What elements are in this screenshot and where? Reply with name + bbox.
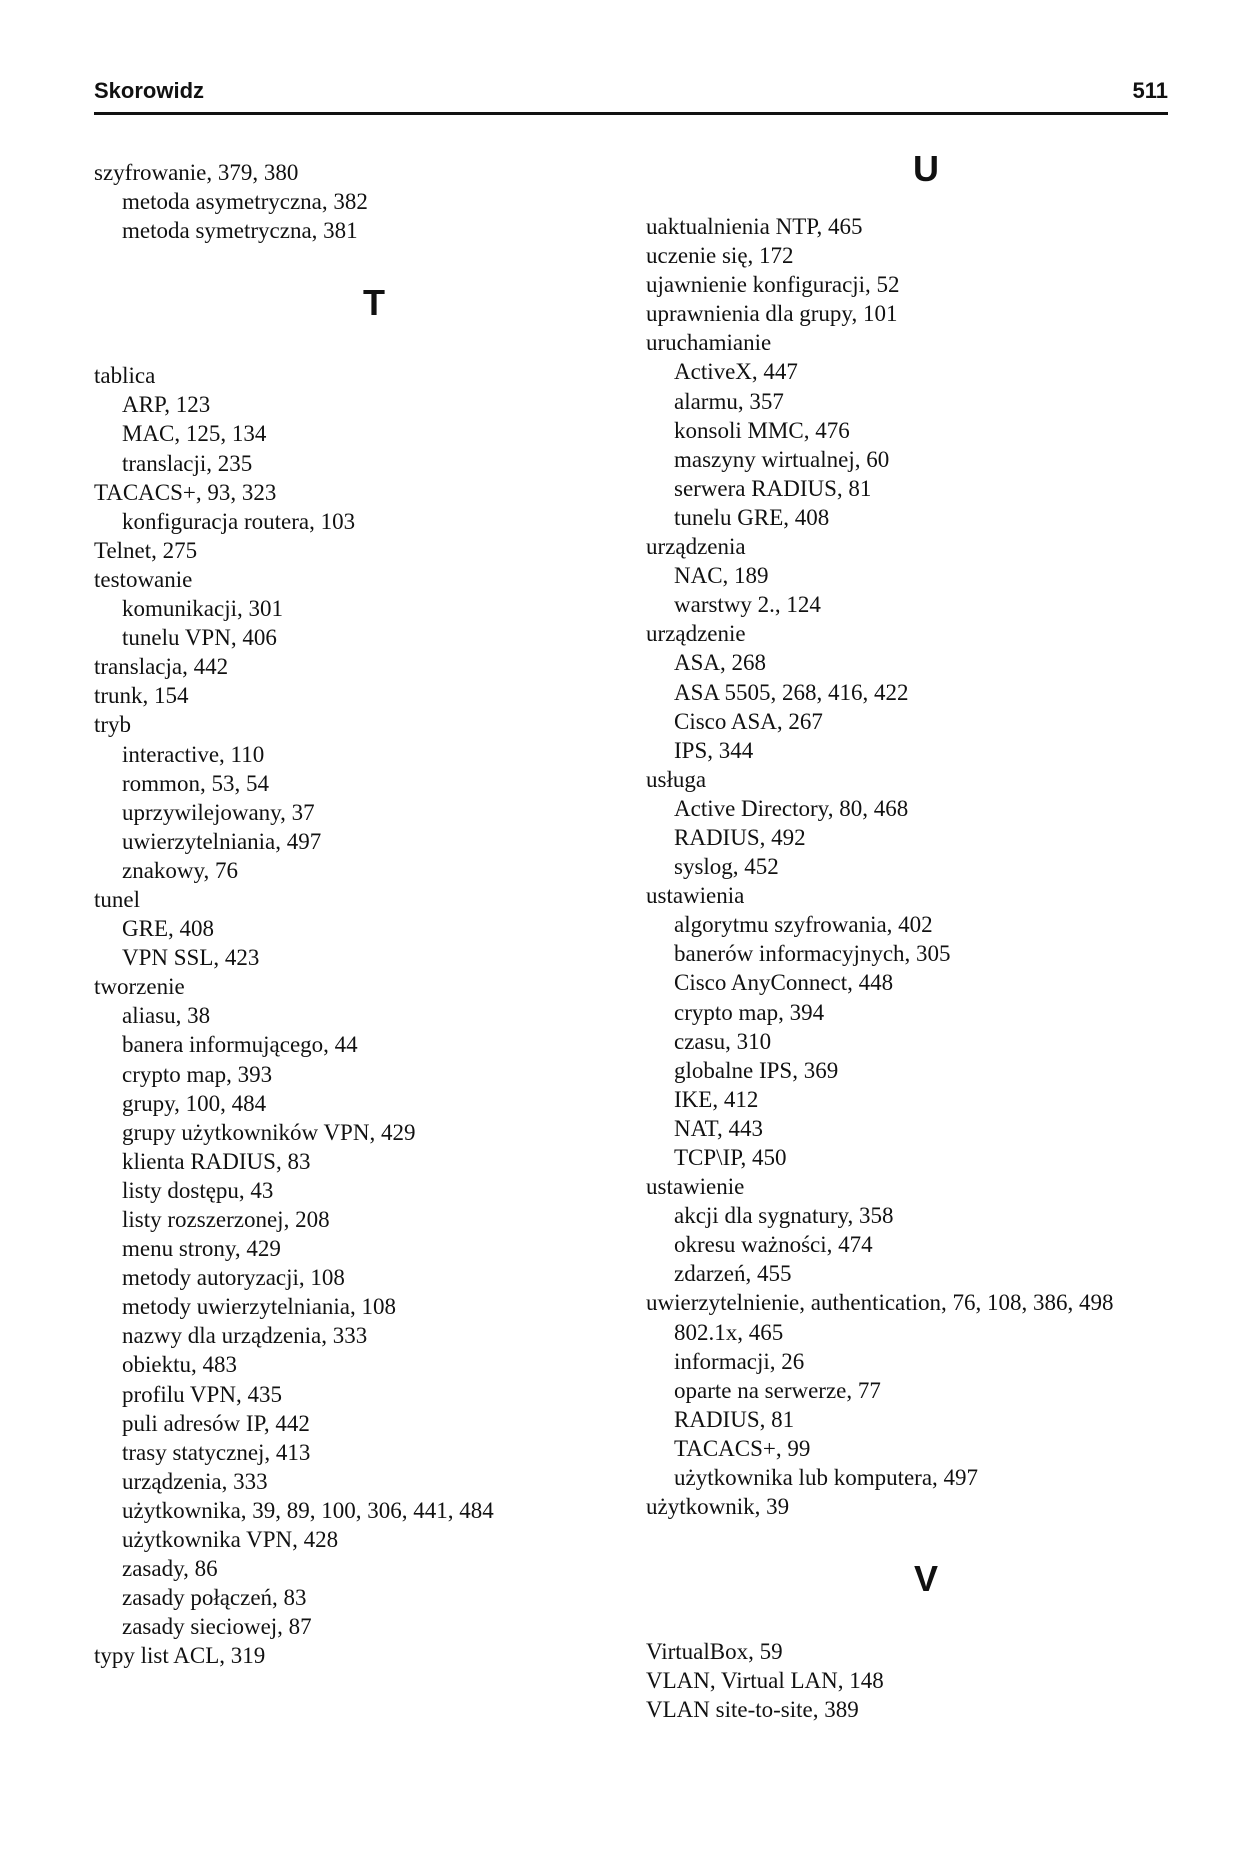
index-subentry: RADIUS, 81 [674,1406,795,1432]
index-subentry: maszyny wirtualnej, 60 [674,446,890,472]
index-subentry: translacji, 235 [122,450,253,476]
index-subentry: ActiveX, 447 [674,359,798,385]
index-subentry: NAC, 189 [674,563,769,589]
index-entry: tunel [94,886,140,912]
index-subentry: metoda asymetryczna, 382 [122,189,368,215]
index-entry: VirtualBox, 59 [646,1639,783,1665]
index-entry: ustawienia [646,883,745,909]
index-subentry: warstwy 2., 124 [674,592,821,618]
index-subentry: Active Directory, 80, 468 [674,795,909,821]
index-subentry: czasu, 310 [674,1028,772,1054]
index-subentry: TACACS+, 99 [674,1435,811,1461]
index-subentry: konsoli MMC, 476 [674,417,850,443]
index-subentry: aliasu, 38 [122,1003,211,1029]
index-entry: trunk, 154 [94,683,189,709]
index-subentry: metody autoryzacji, 108 [122,1265,345,1291]
index-entry: uprawnienia dla grupy, 101 [646,301,898,327]
index-subentry: metoda symetryczna, 381 [122,218,358,244]
index-subentry: 802.1x, 465 [674,1319,784,1345]
index-subentry: informacji, 26 [674,1348,805,1374]
index-entry: uruchamianie [646,330,772,356]
index-subentry: serwera RADIUS, 81 [674,475,872,501]
index-subentry: interactive, 110 [122,741,265,767]
index-subentry: algorytmu szyfrowania, 402 [674,912,933,938]
index-subentry: zasady połączeń, 83 [122,1585,307,1611]
index-subentry: alarmu, 357 [674,388,784,414]
index-entry: translacja, 442 [94,654,229,680]
index-column-left [94,158,654,1671]
index-subentry: okresu ważności, 474 [674,1232,873,1258]
index-subentry: Cisco ASA, 267 [674,708,823,734]
index-subentry: trasy statycznej, 413 [122,1439,311,1465]
index-subentry: IPS, 344 [674,737,754,763]
index-subentry: uwierzytelniania, 497 [122,828,322,854]
index-subentry: GRE, 408 [122,916,214,942]
index-subentry: ASA 5505, 268, 416, 422 [674,679,909,705]
index-subentry: TCP\IP, 450 [674,1145,787,1170]
index-subentry: zasady, 86 [122,1556,218,1582]
index-entry: tryb [94,712,132,738]
index-entry: tworzenie [94,974,185,1000]
index-subentry: oparte na serwerze, 77 [674,1377,881,1403]
index-entry: tablica [94,363,156,389]
index-entry: ustawienie [646,1174,745,1200]
header-title: Skorowidz [94,78,205,103]
index-subentry: grupy użytkowników VPN, 429 [122,1119,416,1145]
index-entry: Telnet, 275 [94,537,198,563]
index-subentry: listy dostępu, 43 [122,1177,274,1203]
index-entry: szyfrowanie, 379, 380 [94,160,299,185]
index-entry: urządzenie [646,621,746,647]
index-subentry: rommon, 53, 54 [122,770,269,796]
section-letter: V [913,1558,938,1600]
index-subentry: grupy, 100, 484 [122,1090,267,1116]
index-subentry: ARP, 123 [122,392,211,418]
index-subentry: puli adresów IP, 442 [122,1410,310,1436]
index-subentry: klienta RADIUS, 83 [122,1148,311,1174]
index-entry: VLAN, Virtual LAN, 148 [646,1668,884,1694]
index-subentry: zasady sieciowej, 87 [122,1614,312,1640]
index-subentry: metody uwierzytelniania, 108 [122,1294,397,1320]
index-subentry: konfiguracja routera, 103 [122,508,356,534]
section-letter: T [363,282,385,324]
index-subentry: listy rozszerzonej, 208 [122,1207,330,1232]
index-subentry: obiektu, 483 [122,1352,237,1378]
index-subentry: użytkownika VPN, 428 [122,1527,339,1553]
index-subentry: RADIUS, 492 [674,824,806,850]
index-subentry: crypto map, 393 [122,1061,273,1087]
index-subentry: uprzywilejowany, 37 [122,799,315,825]
page-number: 511 [1132,78,1168,103]
index-subentry: menu strony, 429 [122,1236,281,1262]
index-subentry: komunikacji, 301 [122,596,283,622]
index-entry: ujawnienie konfiguracji, 52 [646,272,900,298]
index-subentry: użytkownika, 39, 89, 100, 306, 441, 484 [122,1497,494,1523]
index-subentry: syslog, 452 [674,854,779,880]
index-entry: uwierzytelnienie, authentication, 76, 108, 386, 498 [646,1290,1114,1316]
index-subentry: tunelu GRE, 408 [674,504,830,530]
index-subentry: profilu VPN, 435 [122,1381,282,1407]
index-subentry: akcji dla sygnatury, 358 [674,1203,894,1229]
running-header [94,72,1168,115]
index-entry: usługa [646,766,707,792]
index-subentry: banera informującego, 44 [122,1032,358,1058]
index-subentry: globalne IPS, 369 [674,1057,839,1083]
index-subentry: VPN SSL, 423 [122,945,260,971]
index-subentry: Cisco AnyConnect, 448 [674,970,894,996]
index-entry: VLAN site-to-site, 389 [646,1697,859,1723]
index-subentry: użytkownika lub komputera, 497 [674,1465,979,1491]
index-subentry: IKE, 412 [674,1086,759,1112]
index-column-right [646,148,1206,1725]
index-entry: użytkownik, 39 [646,1494,790,1520]
index-subentry: urządzenia, 333 [122,1468,268,1494]
index-subentry: NAT, 443 [674,1115,764,1141]
index-entry: testowanie [94,566,193,592]
index-entry: typy list ACL, 319 [94,1643,266,1669]
index-subentry: nazwy dla urządzenia, 333 [122,1323,368,1349]
index-subentry: znakowy, 76 [122,857,239,883]
index-subentry: ASA, 268 [674,650,767,676]
index-subentry: MAC, 125, 134 [122,421,267,447]
index-entry: TACACS+, 93, 323 [94,479,277,505]
index-entry: uaktualnienia NTP, 465 [646,214,863,239]
index-subentry: zdarzeń, 455 [674,1261,792,1287]
index-subentry: banerów informacyjnych, 305 [674,941,951,967]
index-subentry: tunelu VPN, 406 [122,625,277,651]
index-subentry: crypto map, 394 [674,999,825,1025]
index-entry: urządzenia [646,534,746,560]
index-entry: uczenie się, 172 [646,243,794,269]
section-letter: U [913,148,939,189]
